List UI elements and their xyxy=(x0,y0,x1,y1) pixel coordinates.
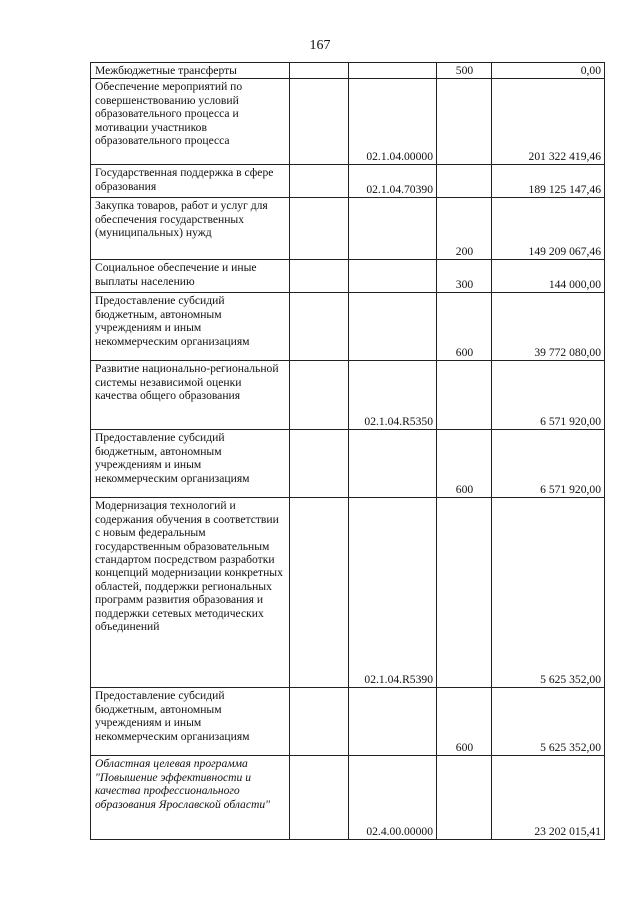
row-amount: 149 209 067,46 xyxy=(492,198,605,260)
row-type: 600 xyxy=(437,430,492,498)
row-type xyxy=(437,361,492,430)
row-amount: 23 202 015,41 xyxy=(492,756,605,840)
row-code: 02.1.04.R5350 xyxy=(349,361,437,430)
row-name: Закупка товаров, работ и услуг для обеспечения государственных (муниципальных) нужд xyxy=(91,198,290,260)
table-row xyxy=(91,165,605,198)
page-number: 167 xyxy=(309,38,331,53)
row-empty-cell xyxy=(290,688,349,756)
row-empty-cell xyxy=(290,198,349,260)
table-row xyxy=(91,198,605,260)
row-type: 300 xyxy=(437,260,492,293)
table-row xyxy=(91,688,605,756)
row-empty-cell xyxy=(290,260,349,293)
row-name: Социальное обеспечение и иные выплаты населению xyxy=(91,260,290,293)
table-row xyxy=(91,63,605,79)
row-code xyxy=(349,430,437,498)
table-row xyxy=(91,293,605,361)
row-name: Предоставление субсидий бюджетным, автономным учреждениям и иным некоммерческим организациям xyxy=(91,293,290,361)
row-type: 500 xyxy=(437,63,492,79)
row-code xyxy=(349,260,437,293)
row-name: Государственная поддержка в сфере образования xyxy=(91,165,290,198)
row-name: Предоставление субсидий бюджетным, автономным учреждениям и иным некоммерческим организациям xyxy=(91,430,290,498)
row-amount: 0,00 xyxy=(492,63,605,79)
table-row xyxy=(91,361,605,430)
row-type xyxy=(437,165,492,198)
row-amount: 5 625 352,00 xyxy=(492,688,605,756)
row-empty-cell xyxy=(290,756,349,840)
row-type: 600 xyxy=(437,293,492,361)
row-amount: 144 000,00 xyxy=(492,260,605,293)
table-row xyxy=(91,430,605,498)
row-code: 02.4.00.00000 xyxy=(349,756,437,840)
row-type xyxy=(437,79,492,165)
row-type xyxy=(437,498,492,688)
row-empty-cell xyxy=(290,293,349,361)
budget-table xyxy=(90,62,605,840)
row-amount: 189 125 147,46 xyxy=(492,165,605,198)
row-code xyxy=(349,198,437,260)
row-empty-cell xyxy=(290,430,349,498)
row-amount: 39 772 080,00 xyxy=(492,293,605,361)
row-name: Модернизация технологий и содержания обучения в соответствии с новым федеральным государственным образовательным стандартом посредством разработки концепций модернизации конкретных областей, поддержки региональных программ развития образования и поддержки сетевых методических объединений xyxy=(91,498,290,688)
table-row xyxy=(91,79,605,165)
row-name: Обеспечение мероприятий по совершенствованию условий образовательного процесса и мотивации участников образовательного процесса xyxy=(91,79,290,165)
row-empty-cell xyxy=(290,361,349,430)
table-row xyxy=(91,260,605,293)
row-empty-cell xyxy=(290,165,349,198)
row-name: Областная целевая программа "Повышение эффективности и качества профессионального образования Ярославской области" xyxy=(91,756,290,840)
row-code xyxy=(349,293,437,361)
row-amount: 5 625 352,00 xyxy=(492,498,605,688)
row-code xyxy=(349,688,437,756)
row-code xyxy=(349,63,437,79)
row-code: 02.1.04.00000 xyxy=(349,79,437,165)
row-code: 02.1.04.70390 xyxy=(349,165,437,198)
row-name: Предоставление субсидий бюджетным, автономным учреждениям и иным некоммерческим организациям xyxy=(91,688,290,756)
table-row xyxy=(91,756,605,840)
row-amount: 6 571 920,00 xyxy=(492,430,605,498)
table-row xyxy=(91,498,605,688)
row-code: 02.1.04.R5390 xyxy=(349,498,437,688)
row-empty-cell xyxy=(290,498,349,688)
row-amount: 201 322 419,46 xyxy=(492,79,605,165)
row-name: Межбюджетные трансферты xyxy=(91,63,290,79)
row-type: 600 xyxy=(437,688,492,756)
row-empty-cell xyxy=(290,63,349,79)
row-amount: 6 571 920,00 xyxy=(492,361,605,430)
row-name: Развитие национально-региональной системы независимой оценки качества общего образования xyxy=(91,361,290,430)
row-type xyxy=(437,756,492,840)
row-type: 200 xyxy=(437,198,492,260)
row-empty-cell xyxy=(290,79,349,165)
